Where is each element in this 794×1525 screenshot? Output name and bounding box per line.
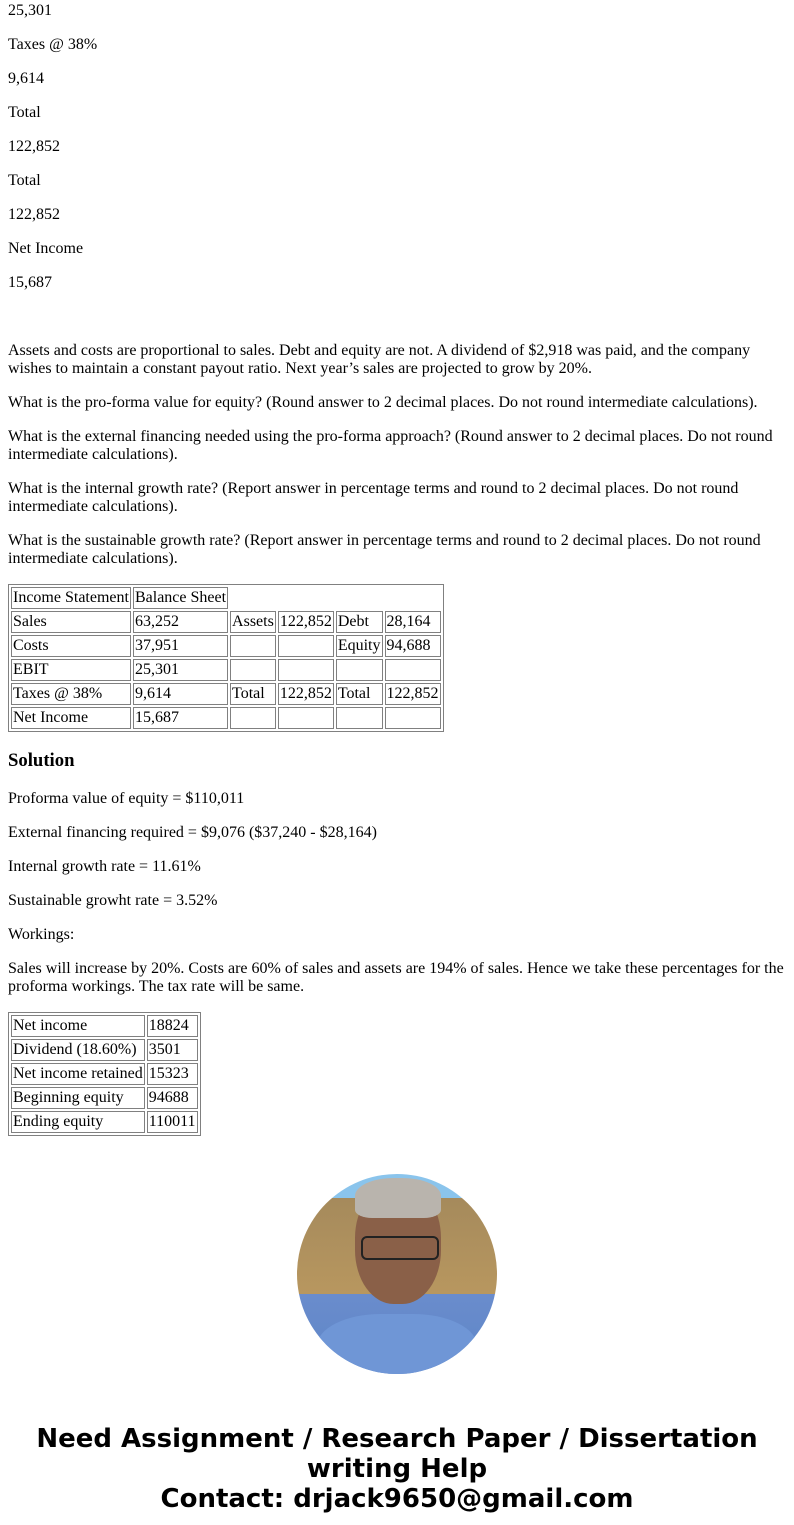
text-line: Taxes @ 38% — [8, 36, 98, 53]
answer-1: Proforma value of equity = $110,011 — [8, 790, 245, 807]
table-cell: Net income — [11, 1015, 145, 1037]
table-cell — [278, 659, 334, 681]
question-4: What is the sustainable growth rate? (Report answer in percentage terms and round to 2 decimal places. Do not round intermediate calculations). — [8, 532, 761, 567]
question-intro: Assets and costs are proportional to sales. Debt and equity are not. A dividend of $2,918 was paid, and the company wishes to maintain a constant payout ratio. Next year’s sales are projected to grow by 20%. — [8, 342, 751, 377]
table-cell: 122,852 — [278, 683, 334, 705]
table-cell: Assets — [230, 611, 276, 633]
table-cell: 25,301 — [133, 659, 228, 681]
table-cell — [230, 659, 276, 681]
author-photo — [297, 1174, 497, 1374]
header-cell: Income Statement — [11, 587, 131, 609]
text-line: 122,852 — [8, 138, 60, 155]
table-row — [11, 1111, 198, 1133]
table-row — [11, 1015, 198, 1037]
text-line: Total — [8, 104, 41, 121]
table-cell: Taxes @ 38% — [11, 683, 131, 705]
table-cell: 28,164 — [385, 611, 441, 633]
table-cell: 18824 — [147, 1015, 198, 1037]
answer-3: Internal growth rate = 11.61% — [8, 858, 201, 875]
table-cell: 15,687 — [133, 707, 228, 729]
table-row — [11, 1063, 198, 1085]
table-cell: EBIT — [11, 659, 131, 681]
text-line: 9,614 — [8, 70, 44, 87]
table-row — [11, 1087, 198, 1109]
table-cell: 15323 — [147, 1063, 198, 1085]
empty-paragraph — [8, 308, 786, 326]
workings-table — [8, 1012, 201, 1136]
table-header-row — [11, 587, 441, 609]
table-cell: 9,614 — [133, 683, 228, 705]
table-cell: Equity — [336, 635, 383, 657]
table-cell: 122,852 — [385, 683, 441, 705]
table-cell — [385, 659, 441, 681]
table-cell: Sales — [11, 611, 131, 633]
answer-4: Sustainable growht rate = 3.52% — [8, 892, 218, 909]
table-row — [11, 611, 441, 633]
table-cell: 37,951 — [133, 635, 228, 657]
solution-heading: Solution — [8, 750, 75, 771]
table-cell: 94688 — [147, 1087, 198, 1109]
workings-label: Workings: — [8, 926, 75, 943]
table-cell: Dividend (18.60%) — [11, 1039, 145, 1061]
answer-2: External financing required = $9,076 ($37,240 - $28,164) — [8, 824, 377, 841]
table-cell: Beginning equity — [11, 1087, 145, 1109]
table-cell: Costs — [11, 635, 131, 657]
table-cell — [278, 635, 334, 657]
table-cell — [230, 707, 276, 729]
table-row — [11, 659, 441, 681]
text-line: Net Income — [8, 240, 84, 257]
workings-text: Sales will increase by 20%. Costs are 60% of sales and assets are 194% of sales. Hence we take these percentages for the proforma workings. The tax rate will be same. — [8, 960, 784, 995]
table-cell — [336, 707, 383, 729]
table-cell: Net Income — [11, 707, 131, 729]
financials-table — [8, 584, 444, 732]
table-row — [11, 635, 441, 657]
table-row — [11, 707, 441, 729]
table-row — [11, 683, 441, 705]
text-line: 15,687 — [8, 274, 52, 291]
table-cell: 122,852 — [278, 611, 334, 633]
table-cell: Debt — [336, 611, 383, 633]
table-cell: 110011 — [147, 1111, 198, 1133]
document — [0, 2, 794, 1514]
question-3: What is the internal growth rate? (Report answer in percentage terms and round to 2 decimal places. Do not round intermediate calculations). — [8, 480, 739, 515]
promo-line: Need Assignment / Research Paper / Dissertation writing Help — [36, 1424, 758, 1484]
table-row — [11, 1039, 198, 1061]
table-cell: Total — [230, 683, 276, 705]
table-cell — [230, 635, 276, 657]
question-1: What is the pro-forma value for equity? (Round answer to 2 decimal places. Do not round intermediate calculations). — [8, 394, 758, 411]
table-cell: 3501 — [147, 1039, 198, 1061]
question-2: What is the external financing needed using the pro-forma approach? (Round answer to 2 decimal places. Do not round intermediate calculations). — [8, 428, 773, 463]
text-line: Total — [8, 172, 41, 189]
table-cell: 94,688 — [385, 635, 441, 657]
promo-contact: Contact: drjack9650@gmail.com — [160, 1484, 634, 1514]
top-lines — [8, 2, 786, 326]
table-cell: Total — [336, 683, 383, 705]
text-line: 122,852 — [8, 206, 60, 223]
text-line: 25,301 — [8, 2, 52, 19]
table-cell: Net income retained — [11, 1063, 145, 1085]
table-cell: 63,252 — [133, 611, 228, 633]
promo-banner — [8, 1424, 786, 1514]
table-cell — [385, 707, 441, 729]
table-cell — [278, 707, 334, 729]
header-cell: Balance Sheet — [133, 587, 228, 609]
table-cell: Ending equity — [11, 1111, 145, 1133]
table-cell — [336, 659, 383, 681]
